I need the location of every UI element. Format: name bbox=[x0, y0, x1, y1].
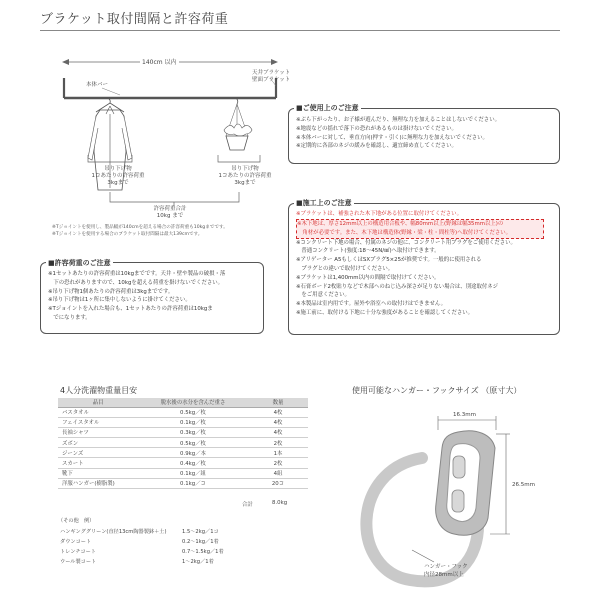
note-line: をご用意ください。 bbox=[296, 292, 350, 299]
hang-right-line: 吊り下げ物 bbox=[231, 166, 259, 172]
hang-right-line: 3kgまで bbox=[234, 180, 256, 186]
load-notes-list bbox=[48, 270, 225, 323]
item-weight: 0.4kg／枚 bbox=[138, 458, 248, 468]
note-line: ※石膏ボード2枚貼りなどで木部へのねじ込み深さが足りない場合は、別途取付ネジ bbox=[296, 283, 499, 290]
other-item-name: ダウンコート bbox=[60, 539, 92, 545]
warning-line: 角材が必要です。また、木下地は構造体(野縁・梁・柱・間柱等)へ取付けてください。 bbox=[297, 229, 512, 236]
hang-left-line: 3kgまで bbox=[107, 180, 129, 186]
laundry-table bbox=[58, 398, 308, 489]
ceiling-bracket-label: 天井ブラケット bbox=[252, 70, 291, 76]
item-name: ズボン bbox=[58, 438, 138, 448]
note-line: ※吊り下げ物は1ヶ所に集中しないように掛けてください。 bbox=[48, 297, 191, 304]
note-line: ※ブラケットは1,400mm以内の間隔で取付けてください。 bbox=[296, 274, 440, 281]
laundry-title: 4人分洗濯物重量目安 bbox=[60, 386, 138, 395]
item-qty: 1本 bbox=[248, 448, 308, 458]
item-name: 靴下 bbox=[58, 468, 138, 478]
usage-notes-title-text: ご使用上のご注意 bbox=[302, 104, 359, 112]
hook-width-label: 16.3mm bbox=[453, 412, 476, 418]
other-item-weight: 0.7～1.5kg／1着 bbox=[182, 549, 224, 555]
total-value: 8.0kg bbox=[272, 500, 288, 506]
title-divider bbox=[40, 30, 560, 31]
warning-highlight bbox=[296, 219, 544, 239]
item-qty: 2枚 bbox=[248, 458, 308, 468]
hook-height-label: 26.5mm bbox=[512, 482, 535, 488]
item-weight: 0.5kg／枚 bbox=[138, 407, 248, 417]
bar-label: 本体バー bbox=[86, 82, 109, 88]
load-notes-title: ■許容荷重のご注意 bbox=[48, 259, 111, 267]
table-row bbox=[58, 468, 308, 478]
bracket-diagram bbox=[40, 40, 290, 230]
hang-right-line: 1コあたりの許容荷重 bbox=[218, 173, 272, 179]
warning-line: ※ブラケットは、補強された木下地がある位置に取付けてください。 bbox=[296, 211, 462, 217]
item-name: フェイスタオル bbox=[58, 417, 138, 427]
note-line: ※コンクリート下地の場合、付属のネジの他に、コンクリート用プラグをご使用ください。 bbox=[296, 239, 516, 246]
column-header: 品目 bbox=[58, 398, 138, 407]
hang-left-line: 吊り下げ物 bbox=[104, 166, 132, 172]
note-line: ※本体バーに対して、垂直方向(押す・引く)に無理な力を加えないでください。 bbox=[296, 134, 488, 141]
warning-line: ※木下地は、厚さ12mm以上の構造用合板や、幅80mm以上(野縁は幅35mm以上)の bbox=[297, 221, 504, 227]
note-line: でになります。 bbox=[48, 314, 91, 321]
hang-left-line: 1コあたりの許容荷重 bbox=[91, 173, 145, 179]
other-item-weight: 1.5～2kg／1コ bbox=[182, 529, 219, 535]
diagram-footnote: ※Tジョイントを使用する場合のブラケット取付間隔は最大139cmです。 bbox=[52, 232, 203, 237]
hook-size-title: 使用可能なハンガー・フックサイズ （原寸大） bbox=[352, 386, 522, 395]
table-row bbox=[58, 407, 308, 417]
note-line: 普通コンクリート(強度:18～45N/㎟)へ取付けできます。 bbox=[296, 248, 440, 255]
item-qty: 4組 bbox=[248, 468, 308, 478]
other-item-name: トレンチコート bbox=[60, 549, 96, 555]
table-row bbox=[58, 458, 308, 468]
total-label: 合計 bbox=[242, 502, 253, 508]
column-header: 脱水後の水分を含んだ重さ bbox=[138, 398, 248, 407]
note-line: ※定期的に各部のネジの緩みを確認し、適宜締め直してください。 bbox=[296, 143, 457, 150]
hang-left-label bbox=[88, 166, 148, 187]
install-notes-title-text: 施工上のご注意 bbox=[302, 199, 352, 207]
item-name: 洋服ハンガー(樹脂製) bbox=[58, 478, 138, 488]
diagram-footnote: ※Tジョイントを使用し、製品幅が140cmを超える場合の許容荷重も10kgまでです。 bbox=[52, 225, 228, 230]
other-item-name: ウール製コート bbox=[60, 559, 97, 565]
other-examples-title: （その他 例） bbox=[58, 518, 95, 524]
span-label: 140cm 以内 bbox=[142, 59, 177, 66]
install-notes-title: ■施工上のご注意 bbox=[296, 199, 352, 207]
usage-notes-title: ■ご使用上のご注意 bbox=[296, 104, 359, 112]
table-row bbox=[58, 427, 308, 437]
other-item-name: ハンギンググリーン(直径13cm陶器製鉢＋土) bbox=[60, 529, 167, 535]
hook-caption-line: 内径28mm以上 bbox=[424, 572, 464, 578]
note-line: 下の恐れがありますので、10kgを超える荷重を掛けないでください。 bbox=[48, 279, 224, 286]
item-qty: 20コ bbox=[248, 478, 308, 488]
item-name: ジーンズ bbox=[58, 448, 138, 458]
item-name: 長袖シャツ bbox=[58, 427, 138, 437]
note-line: ※Tジョイントを入れた場合も、1セットあたりの許容荷重は10kgま bbox=[48, 306, 213, 313]
column-header: 数量 bbox=[248, 398, 308, 407]
item-qty: 4枚 bbox=[248, 417, 308, 427]
table-row bbox=[58, 438, 308, 448]
note-line: ※本製品は室内用です。屋外や浴室への取付けはできません。 bbox=[296, 301, 446, 308]
hang-right-label bbox=[215, 166, 275, 187]
total-line: 10kg まで bbox=[156, 213, 184, 219]
note-line: ※ぶら下がったり、お子様が遊んだり、無理な力を加えることはしないでください。 bbox=[296, 117, 500, 123]
item-weight: 0.1kg／コ bbox=[138, 478, 248, 488]
item-weight: 0.1kg／枚 bbox=[138, 417, 248, 427]
item-name: スカート bbox=[58, 458, 138, 468]
wall-bracket-label: 壁面ブラケット bbox=[252, 77, 291, 83]
total-line: 許容荷重合計 bbox=[153, 206, 187, 212]
table-header-row bbox=[58, 398, 308, 407]
item-name: バスタオル bbox=[58, 407, 138, 417]
hook-caption bbox=[424, 562, 468, 578]
hook-caption-line: ハンガー・フック bbox=[424, 564, 468, 570]
note-line: ※1セットあたりの許容荷重は10kgまでです。天井・壁や製品の破損・落 bbox=[48, 271, 226, 277]
other-item-weight: 1～2kg／1着 bbox=[182, 559, 214, 565]
item-qty: 4枚 bbox=[248, 427, 308, 437]
other-examples-list bbox=[60, 527, 260, 569]
load-notes-title-text: 許容荷重のご注意 bbox=[54, 259, 111, 267]
note-line: ※施工前に、取付ける下地に十分な強度があることを確認してください。 bbox=[296, 309, 474, 316]
note-line: プラグとの違いで取付けてください。 bbox=[296, 265, 394, 272]
other-item-weight: 0.2～1kg／1着 bbox=[182, 539, 219, 545]
total-load-label bbox=[145, 206, 195, 220]
item-weight: 0.1kg／組 bbox=[138, 468, 248, 478]
item-qty: 4枚 bbox=[248, 407, 308, 417]
note-line: ※アリゲーター A5もしくはSXプラグ5×25が推奨です。一般的に使用される bbox=[296, 257, 482, 264]
item-weight: 0.5kg／枚 bbox=[138, 438, 248, 448]
note-line: ※吊り下げ物1個あたりの許容荷重は3kgまでです。 bbox=[48, 288, 174, 295]
item-weight: 0.9kg／本 bbox=[138, 448, 248, 458]
install-notes-list bbox=[296, 210, 544, 318]
table-row bbox=[58, 448, 308, 458]
table-row bbox=[58, 417, 308, 427]
note-line: ※地震などの揺れで落下の恐れがあるものは掛けないでください。 bbox=[296, 125, 457, 132]
usage-notes-list bbox=[296, 116, 500, 151]
item-weight: 0.3kg／枚 bbox=[138, 427, 248, 437]
item-qty: 2枚 bbox=[248, 438, 308, 448]
table-row bbox=[58, 478, 308, 488]
page-title: ブラケット取付間隔と許容荷重 bbox=[40, 12, 229, 27]
